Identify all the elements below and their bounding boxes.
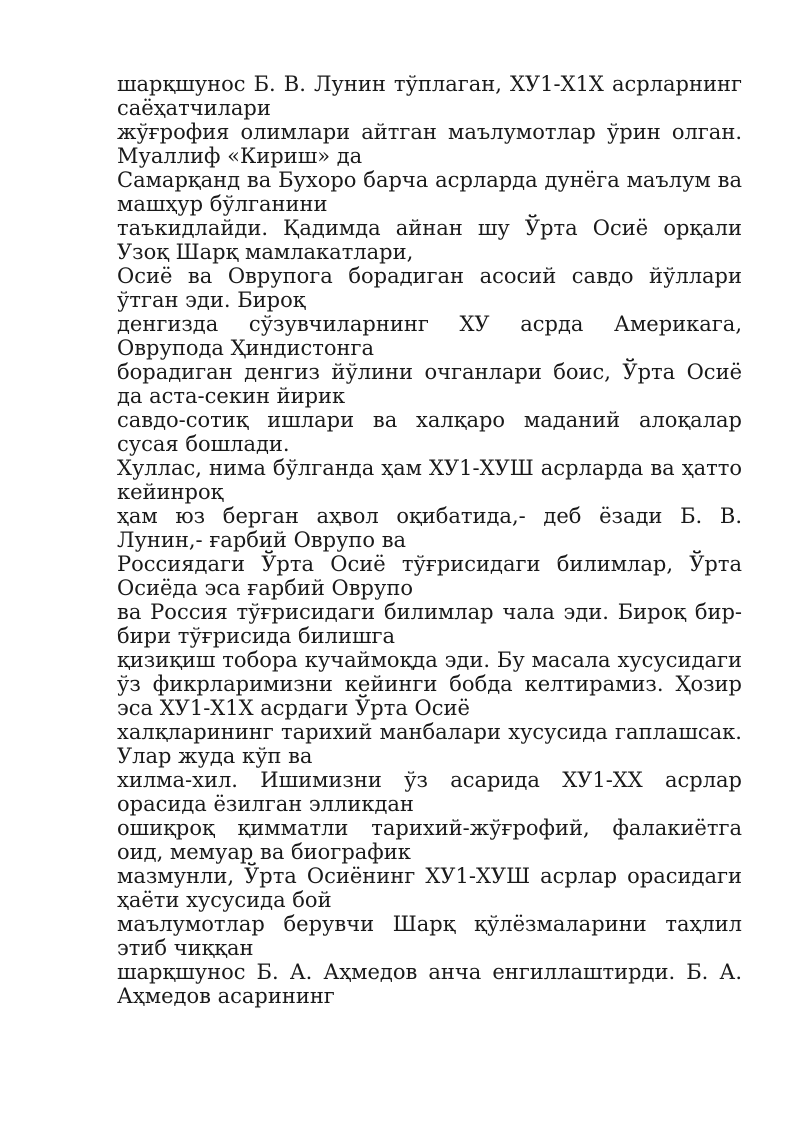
text-line: Хуллас, нима бўлганда ҳам ХУ1-ХУШ асрларда ва ҳатто кейинроқ <box>117 456 742 504</box>
document-page <box>117 72 742 1008</box>
text-line: шарқшунос Б. А. Аҳмедов анча енгиллаштирди. Б. А. Аҳмедов асарининг <box>117 960 742 1008</box>
text-line: ва Россия тўғрисидаги билимлар чала эди. Бироқ бир-бири тўғрисида билишга <box>117 600 742 648</box>
text-line: борадиган денгиз йўлини очганлари боис, Ўрта Осиё да аста-секин йирик <box>117 360 742 408</box>
text-line: қизиқиш тобора кучаймоқда эди. Бу масала хусусидаги ўз фикрларимизни кейинги бобда келтирамиз. Ҳозир эса ХУ1-Х1Х асрдаги Ўрта Осиё <box>117 648 742 720</box>
text-line: таъкидлайди. Қадимда айнан шу Ўрта Осиё орқали Узоқ Шарқ мамлакатлари, <box>117 216 742 264</box>
text-line: Россиядаги Ўрта Осиё тўғрисидаги билимлар, Ўрта Осиёда эса ғарбий Оврупо <box>117 552 742 600</box>
text-line: мазмунли, Ўрта Осиёнинг ХУ1-ХУШ асрлар орасидаги ҳаёти хусусида бой <box>117 864 742 912</box>
text-line: Осиё ва Оврупога борадиган асосий савдо йўллари ўтган эди. Бироқ <box>117 264 742 312</box>
text-line: халқларининг тарихий манбалари хусусида гаплашсак. Улар жуда кўп ва <box>117 720 742 768</box>
text-line: денгизда сўзувчиларнинг ХУ асрда Америкага, Оврупода Ҳиндистонга <box>117 312 742 360</box>
text-line: ошиқроқ қимматли тарихий-жўғрофий, фалакиётга оид, мемуар ва биографик <box>117 816 742 864</box>
text-line: жўғрофия олимлари айтган маълумотлар ўрин олган. Муаллиф «Кириш» да <box>117 120 742 168</box>
text-line: маълумотлар берувчи Шарқ қўлёзмаларини таҳлил этиб чиққан <box>117 912 742 960</box>
text-line: хилма-хил. Ишимизни ўз асарида ХУ1-ХХ асрлар орасида ёзилган элликдан <box>117 768 742 816</box>
text-line: Самарқанд ва Бухоро барча асрларда дунёга маълум ва машҳур бўлганини <box>117 168 742 216</box>
text-line: савдо-сотиқ ишлари ва халқаро маданий алоқалар сусая бошлади. <box>117 408 742 456</box>
text-line: шарқшунос Б. В. Лунин тўплаган, ХУ1-Х1Х асрларнинг саёҳатчилари <box>117 72 742 120</box>
text-line: ҳам юз берган аҳвол оқибатида,- деб ёзади Б. В. Лунин,- ғарбий Оврупо ва <box>117 504 742 552</box>
